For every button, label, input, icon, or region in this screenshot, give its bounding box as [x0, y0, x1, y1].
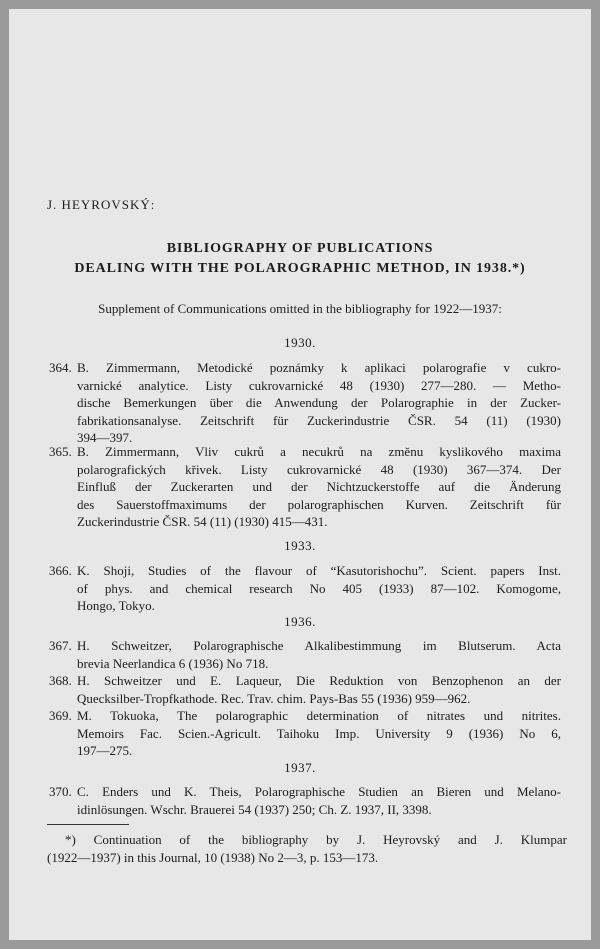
year-heading-1936: 1936.: [284, 614, 316, 629]
entry-line: Zuckerindustrie ČSR. 54 (11) (1930) 415—431.: [77, 514, 328, 529]
footnote-line: *) Continuation of the bibliography by J. Heyrovský and J. Klumpar: [65, 832, 567, 847]
entry-line: C. Enders und K. Theis, Polarographische Studien an Bieren und Melano-: [77, 784, 561, 799]
entry-number: 370.: [49, 784, 72, 799]
entry-number: 365.: [49, 444, 72, 459]
title-line-2: DEALING WITH THE POLAROGRAPHIC METHOD, IN 1938.*): [74, 261, 526, 276]
entry-line: brevia Neerlandica 6 (1936) No 718.: [77, 655, 269, 671]
entry-line: Quecksilber-Tropfkathode. Rec. Trav. chim. Pays-Bas 55 (1936) 959—962.: [77, 690, 471, 706]
entry-line: Hongo, Tokyo.: [77, 598, 155, 613]
entry-line: of phys. and chemical research No 405 (1933) 87—102. Komogome,: [77, 580, 561, 596]
bibliography-entry-370: [49, 783, 561, 818]
year-heading-1937: 1937.: [284, 760, 316, 775]
bibliography-entry-367: [49, 637, 561, 672]
supplement-note: Supplement of Communications omitted in the bibliography for 1922—1937:: [98, 301, 502, 316]
entry-number: 369.: [49, 708, 72, 723]
author-name: J. HEYROVSKÝ:: [47, 197, 156, 212]
bibliography-entry-364: [49, 359, 561, 447]
entry-line: des Sauerstoffmaximums der polarographischen Kurven. Zeitschrift für: [77, 496, 561, 512]
footnote: [47, 831, 567, 867]
footnote-divider: [47, 824, 129, 825]
bibliography-entry-365: [49, 443, 561, 531]
entry-line: idinlösungen. Wschr. Brauerei 54 (1937) 250; Ch. Z. 1937, II, 3398.: [77, 801, 432, 817]
journal-page: [9, 9, 591, 940]
entry-line: 394—397.: [77, 430, 133, 445]
entry-line: fabrikationsanalyse. Zeitschrift für Zuckerindustrie ČSR. 54 (11) (1930): [77, 412, 561, 428]
article-title: [9, 239, 591, 279]
footnote-line: (1922—1937) in this Journal, 10 (1938) No 2—3, p. 153—173.: [47, 850, 379, 865]
entry-line: Memoirs Fac. Scien.-Agricult. Taihoku Imp. University 9 (1936) No 6,: [77, 725, 561, 741]
entry-number: 366.: [49, 563, 72, 578]
entry-line: B. Zimmermann, Metodické poznámky k aplikaci polarografie v cukro-: [77, 360, 561, 375]
entry-line: polarografických křivek. Listy cukrovarnické 48 (1930) 367—374. Der: [77, 461, 561, 477]
entry-line: M. Tokuoka, The polarographic determination of nitrates und nitrites.: [77, 708, 561, 723]
entry-line: K. Shoji, Studies of the flavour of “Kasutorishochu”. Scient. papers Inst.: [77, 563, 561, 578]
entry-line: varnické analytice. Listy cukrovarnické 48 (1930) 277—280. — Metho-: [77, 377, 561, 393]
entry-number: 367.: [49, 638, 72, 653]
year-heading-1933: 1933.: [284, 538, 316, 553]
entry-line: 197—275.: [77, 743, 133, 758]
entry-line: H. Schweitzer und E. Laqueur, Die Reduktion von Benzophenon an der: [77, 673, 561, 688]
bibliography-entry-369: [49, 707, 561, 760]
entry-line: Einfluß der Zuckerarten und der Nichtzuckerstoffe auf die Änderung: [77, 479, 561, 494]
entry-line: dische Bemerkungen über die Anwendung der Polarographie in der Zucker-: [77, 395, 561, 410]
year-heading-1930: 1930.: [284, 335, 316, 350]
entry-line: H. Schweitzer, Polarographische Alkalibestimmung im Blutserum. Acta: [77, 638, 561, 653]
bibliography-entry-366: [49, 562, 561, 615]
entry-line: B. Zimmermann, Vliv cukrů a necukrů na změnu kyslikového maxima: [77, 444, 561, 459]
bibliography-entry-368: [49, 672, 561, 707]
entry-number: 364.: [49, 360, 72, 375]
title-line-1: BIBLIOGRAPHY OF PUBLICATIONS: [166, 241, 434, 256]
entry-number: 368.: [49, 673, 72, 688]
